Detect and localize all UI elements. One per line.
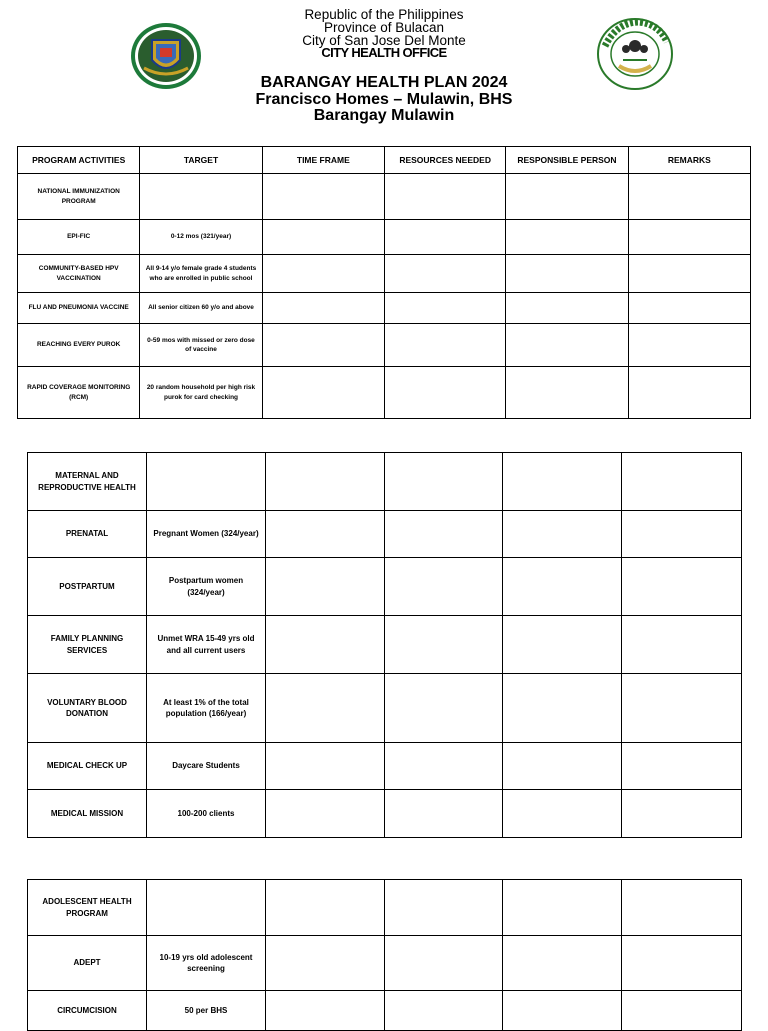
remarks-cell[interactable]	[628, 220, 750, 255]
header-line-1: Republic of the Philippines	[304, 7, 464, 22]
activity-cell: ADOLESCENT HEALTH PROGRAM	[28, 880, 147, 936]
column-header-responsible-person: RESPONSIBLE PERSON	[506, 147, 628, 174]
resources-cell[interactable]	[385, 880, 503, 936]
responsible-cell[interactable]	[503, 453, 622, 511]
remarks-cell[interactable]	[622, 558, 742, 616]
remarks-cell[interactable]	[622, 880, 742, 936]
table-row	[18, 293, 751, 324]
responsible-cell[interactable]	[506, 255, 628, 293]
target-cell: Postpartum women (324/year)	[147, 558, 266, 616]
resources-cell[interactable]	[385, 453, 503, 511]
time-frame-cell[interactable]	[266, 674, 385, 743]
remarks-cell[interactable]	[622, 790, 742, 838]
responsible-cell[interactable]	[506, 220, 628, 255]
table-row	[28, 880, 742, 936]
activity-cell: REACHING EVERY PUROK	[18, 324, 140, 367]
activity-cell: FAMILY PLANNING SERVICES	[28, 616, 147, 674]
city-health-office-seal-icon	[597, 18, 673, 90]
time-frame-cell[interactable]	[266, 936, 385, 991]
table-row	[28, 743, 742, 790]
responsible-cell[interactable]	[503, 880, 622, 936]
time-frame-cell[interactable]	[266, 790, 385, 838]
resources-cell[interactable]	[385, 936, 503, 991]
activity-cell: CIRCUMCISION	[28, 991, 147, 1031]
table-row	[28, 790, 742, 838]
activity-cell: MEDICAL MISSION	[28, 790, 147, 838]
table-row	[18, 220, 751, 255]
header-line-3: City of San Jose Del Monte	[302, 33, 466, 48]
time-frame-cell[interactable]	[266, 558, 385, 616]
responsible-cell[interactable]	[503, 511, 622, 558]
resources-cell[interactable]	[384, 220, 505, 255]
table-row	[28, 558, 742, 616]
responsible-cell[interactable]	[506, 293, 628, 324]
time-frame-cell[interactable]	[266, 743, 385, 790]
resources-cell[interactable]	[384, 293, 505, 324]
remarks-cell[interactable]	[628, 174, 750, 220]
column-header-resources-needed: RESOURCES NEEDED	[384, 147, 505, 174]
remarks-cell[interactable]	[622, 743, 742, 790]
remarks-cell[interactable]	[628, 255, 750, 293]
immunization-table	[17, 146, 751, 419]
table-row	[18, 255, 751, 293]
resources-cell[interactable]	[385, 616, 503, 674]
remarks-cell[interactable]	[622, 616, 742, 674]
target-cell	[140, 174, 262, 220]
resources-cell[interactable]	[384, 255, 505, 293]
activity-cell: RAPID COVERAGE MONITORING (RCM)	[18, 367, 140, 419]
header-line-2: Province of Bulacan	[323, 20, 445, 35]
target-cell: Pregnant Women (324/year)	[147, 511, 266, 558]
responsible-cell[interactable]	[506, 174, 628, 220]
target-cell: 100-200 clients	[147, 790, 266, 838]
activity-cell: ADEPT	[28, 936, 147, 991]
time-frame-cell[interactable]	[262, 174, 384, 220]
time-frame-cell[interactable]	[262, 293, 384, 324]
time-frame-cell[interactable]	[266, 880, 385, 936]
table-row	[18, 324, 751, 367]
target-cell: 0-59 mos with missed or zero dose of vaccine	[140, 324, 262, 367]
target-cell	[147, 880, 266, 936]
activity-cell: FLU AND PNEUMONIA VACCINE	[18, 293, 140, 324]
target-cell: Unmet WRA 15-49 yrs old and all current users	[147, 616, 266, 674]
time-frame-cell[interactable]	[262, 255, 384, 293]
time-frame-cell[interactable]	[262, 220, 384, 255]
table-row	[28, 616, 742, 674]
time-frame-cell[interactable]	[262, 324, 384, 367]
plan-barangay: Barangay Mulawin	[313, 107, 455, 124]
time-frame-cell[interactable]	[266, 511, 385, 558]
remarks-cell[interactable]	[628, 367, 750, 419]
responsible-cell[interactable]	[506, 324, 628, 367]
responsible-cell[interactable]	[503, 674, 622, 743]
remarks-cell[interactable]	[628, 293, 750, 324]
remarks-cell[interactable]	[622, 936, 742, 991]
responsible-cell[interactable]	[503, 558, 622, 616]
plan-title: BARANGAY HEALTH PLAN 2024	[260, 74, 508, 91]
header-office: CITY HEALTH OFFICE	[321, 45, 447, 60]
document-header	[0, 0, 768, 130]
resources-cell[interactable]	[384, 324, 505, 367]
resources-cell[interactable]	[385, 558, 503, 616]
remarks-cell[interactable]	[622, 453, 742, 511]
responsible-cell[interactable]	[506, 367, 628, 419]
remarks-cell[interactable]	[622, 991, 742, 1031]
table-row	[28, 511, 742, 558]
time-frame-cell[interactable]	[262, 367, 384, 419]
column-header-target: TARGET	[140, 147, 262, 174]
responsible-cell[interactable]	[503, 743, 622, 790]
activity-cell: MATERNAL AND REPRODUCTIVE HEALTH	[28, 453, 147, 511]
target-cell: All 9-14 y/o female grade 4 students who are enrolled in public school	[140, 255, 262, 293]
activity-cell: COMMUNITY-BASED HPV VACCINATION	[18, 255, 140, 293]
resources-cell[interactable]	[385, 790, 503, 838]
activity-cell: POSTPARTUM	[28, 558, 147, 616]
adolescent-health-table	[27, 879, 742, 1031]
column-header-remarks: REMARKS	[628, 147, 750, 174]
responsible-cell[interactable]	[503, 790, 622, 838]
target-cell: 20 random household per high risk purok for card checking	[140, 367, 262, 419]
table-row	[18, 367, 751, 419]
target-cell: Daycare Students	[147, 743, 266, 790]
target-cell: 0-12 mos (321/year)	[140, 220, 262, 255]
time-frame-cell[interactable]	[266, 453, 385, 511]
resources-cell[interactable]	[384, 367, 505, 419]
target-cell: All senior citizen 60 y/o and above	[140, 293, 262, 324]
time-frame-cell[interactable]	[266, 991, 385, 1031]
remarks-cell[interactable]	[628, 324, 750, 367]
table-header-row	[18, 147, 751, 174]
time-frame-cell[interactable]	[266, 616, 385, 674]
remarks-cell[interactable]	[622, 511, 742, 558]
table-row	[28, 453, 742, 511]
activity-cell: VOLUNTARY BLOOD DONATION	[28, 674, 147, 743]
city-seal-icon	[130, 22, 202, 90]
activity-cell: NATIONAL IMMUNIZATION PROGRAM	[18, 174, 140, 220]
table-row	[18, 174, 751, 220]
maternal-health-table	[27, 452, 742, 838]
activity-cell: MEDICAL CHECK UP	[28, 743, 147, 790]
column-header-program-activities: PROGRAM ACTIVITIES	[18, 147, 140, 174]
table-row	[28, 674, 742, 743]
remarks-cell[interactable]	[622, 674, 742, 743]
target-cell	[147, 453, 266, 511]
target-cell: 50 per BHS	[147, 991, 266, 1031]
plan-subtitle: Francisco Homes – Mulawin, BHS	[255, 91, 513, 108]
resources-cell[interactable]	[385, 991, 503, 1031]
activity-cell: EPI-FIC	[18, 220, 140, 255]
resources-cell[interactable]	[385, 674, 503, 743]
responsible-cell[interactable]	[503, 991, 622, 1031]
activity-cell: PRENATAL	[28, 511, 147, 558]
responsible-cell[interactable]	[503, 616, 622, 674]
column-header-time-frame: TIME FRAME	[262, 147, 384, 174]
table-row	[28, 991, 742, 1031]
resources-cell[interactable]	[385, 511, 503, 558]
target-cell: 10-19 yrs old adolescent screening	[147, 936, 266, 991]
resources-cell[interactable]	[385, 743, 503, 790]
resources-cell[interactable]	[384, 174, 505, 220]
target-cell: At least 1% of the total population (166/year)	[147, 674, 266, 743]
responsible-cell[interactable]	[503, 936, 622, 991]
table-row	[28, 936, 742, 991]
